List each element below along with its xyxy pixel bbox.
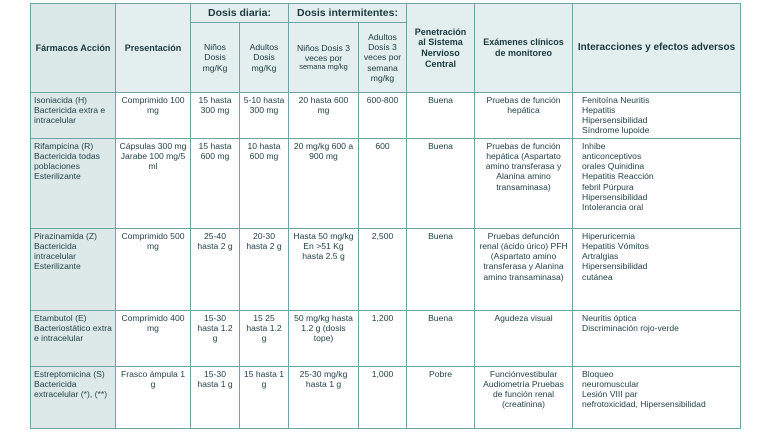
- header-penetracion: Penetración al Sistema Nervioso Central: [407, 4, 475, 93]
- interaction-item: Intolerancia oral: [582, 201, 644, 212]
- header-row-groups: [31, 4, 741, 23]
- cell-interacciones: [573, 367, 741, 429]
- header-examenes: Exámenes clínicos de monitoreo: [475, 4, 573, 93]
- cell-penetracion: Buena: [407, 229, 475, 311]
- cell-farmaco: Etambutol (E) Bacteriostático extra e intracelular: [31, 311, 116, 367]
- cell-ninos-intermitente: Hasta 50 mg/kg En >51 Kg hasta 2.5 g: [289, 229, 359, 311]
- cell-presentacion: Frasco ámpula 1 g: [116, 367, 191, 429]
- interaction-item: Hiperuricemia: [582, 231, 636, 241]
- cell-penetracion: Buena: [407, 311, 475, 367]
- header-dosis-diaria: Dosis diaria:: [191, 4, 289, 23]
- cell-farmaco: Rifampicina (R) Bactericida todas poblaciones Esterilizante: [31, 139, 116, 229]
- interaction-item: Neuritis óptica: [582, 313, 637, 323]
- interaction-item: Fenitoína Neuritis: [582, 95, 650, 105]
- interaction-item: Hipersensibilidad: [582, 191, 648, 202]
- table-row: [31, 93, 741, 139]
- cell-adultos-diaria: 5-10 hasta 300 mg: [240, 93, 289, 139]
- interaction-item: orales Quinidina: [582, 161, 645, 172]
- tuberculosis-drug-table: [30, 3, 741, 429]
- interaction-item: nefrotoxicidad, Hipersensibilidad: [582, 399, 706, 410]
- interaction-item: Hepatitis: [582, 105, 616, 116]
- cell-interacciones: [573, 139, 741, 229]
- cell-interacciones: [573, 93, 741, 139]
- cell-ninos-diaria: 15-30 hasta 1.2 g: [191, 311, 240, 367]
- header-ninos-diaria: Niños Dosis mg/Kg: [191, 23, 240, 93]
- table-row: [31, 229, 741, 311]
- cell-examenes: Agudeza visual: [475, 311, 573, 367]
- cell-ninos-intermitente: 20 mg/kg 600 a 900 mg: [289, 139, 359, 229]
- cell-farmaco: Isoniacida (H) Bactericida extra e intracelular: [31, 93, 116, 139]
- cell-penetracion: Buena: [407, 93, 475, 139]
- cell-presentacion: Comprimido 500 mg: [116, 229, 191, 311]
- cell-penetracion: Pobre: [407, 367, 475, 429]
- cell-adultos-intermitente: 1,000: [359, 367, 407, 429]
- header-interacciones: Interacciones y efectos adversos: [573, 4, 741, 93]
- header-ninos-intermitente: [289, 23, 359, 93]
- cell-adultos-intermitente: 600: [359, 139, 407, 229]
- header-presentacion: Presentación: [116, 4, 191, 93]
- interaction-item: neuromuscular: [582, 379, 639, 390]
- cell-examenes: Funciónvestibular Audiometría Pruebas de función renal (creatinina): [475, 367, 573, 429]
- cell-interacciones: [573, 311, 741, 367]
- cell-adultos-intermitente: 2,500: [359, 229, 407, 311]
- cell-ninos-diaria: 15 hasta 300 mg: [191, 93, 240, 139]
- interaction-item: Hipersensibilidad: [582, 115, 648, 126]
- interaction-item: Síndrome lupoide: [582, 125, 650, 136]
- cell-ninos-intermitente: 50 mg/kg hasta 1.2 g (dosis tope): [289, 311, 359, 367]
- cell-adultos-diaria: 10 hasta 600 mg: [240, 139, 289, 229]
- interaction-item: Bloqueo: [582, 369, 614, 379]
- cell-adultos-intermitente: 600-800: [359, 93, 407, 139]
- cell-examenes: Pruebas defunción renal (ácido úrico) PFH (Aspartato amino transferasa y Alanina amino transaminasa): [475, 229, 573, 311]
- cell-examenes: Pruebas de función hepática (Aspartato amino transferasa y Alanina amino transaminasa): [475, 139, 573, 229]
- interaction-item: Artralgias: [582, 251, 619, 262]
- header-adultos-diaria: Adultos Dosis mg/Kg: [240, 23, 289, 93]
- cell-examenes: Pruebas de función hepática: [475, 93, 573, 139]
- cell-interacciones: [573, 229, 741, 311]
- cell-adultos-diaria: 15 hasta 1 g: [240, 367, 289, 429]
- header-ninos-int-line1: Niños Dosis 3 veces por: [296, 42, 350, 64]
- header-adultos-intermitente: Adultos Dosis 3 veces por semana mg/kg: [359, 23, 407, 93]
- cell-farmaco: Pirazinamida (Z) Bactericida intracelular Esterilizante: [31, 229, 116, 311]
- interaction-item: Hepatitis Reacción: [582, 171, 654, 182]
- header-dosis-intermitentes: Dosis intermitentes:: [289, 4, 407, 23]
- cell-presentacion: Comprimido 400 mg: [116, 311, 191, 367]
- header-ninos-int-line2: semana mg/kg: [299, 62, 348, 72]
- table-row: [31, 367, 741, 429]
- cell-presentacion: Comprimido 100 mg: [116, 93, 191, 139]
- interaction-item: Inhibe: [582, 141, 606, 151]
- table-wrapper: [30, 3, 740, 429]
- cell-ninos-diaria: 25-40 hasta 2 g: [191, 229, 240, 311]
- cell-presentacion: Cápsulas 300 mg Jarabe 100 mg/5 ml: [116, 139, 191, 229]
- table-row: [31, 311, 741, 367]
- interaction-item: Hepatitis Vómitos: [582, 241, 649, 252]
- cell-ninos-intermitente: 20 hasta 600 mg: [289, 93, 359, 139]
- header-farmacos: Fármacos Acción: [31, 4, 116, 93]
- table-row: [31, 139, 741, 229]
- cell-ninos-diaria: 15-30 hasta 1 g: [191, 367, 240, 429]
- cell-penetracion: Buena: [407, 139, 475, 229]
- interaction-item: cutánea: [582, 271, 613, 282]
- cell-adultos-diaria: 15 25 hasta 1.2 g: [240, 311, 289, 367]
- interaction-item: Hipersensibilidad: [582, 261, 648, 272]
- cell-farmaco: Estreptomicina (S) Bactericida extracelular (*), (**): [31, 367, 116, 429]
- cell-ninos-intermitente: 25-30 mg/kg hasta 1 g: [289, 367, 359, 429]
- interaction-item: febril Púrpura: [582, 181, 634, 192]
- cell-adultos-intermitente: 1,200: [359, 311, 407, 367]
- cell-adultos-diaria: 20-30 hasta 2 g: [240, 229, 289, 311]
- interaction-item: anticonceptivos: [582, 151, 642, 162]
- interaction-item: Discriminación rojo-verde: [582, 323, 679, 334]
- interaction-item: Lesión VIII par: [582, 389, 638, 400]
- cell-ninos-diaria: 15 hasta 600 mg: [191, 139, 240, 229]
